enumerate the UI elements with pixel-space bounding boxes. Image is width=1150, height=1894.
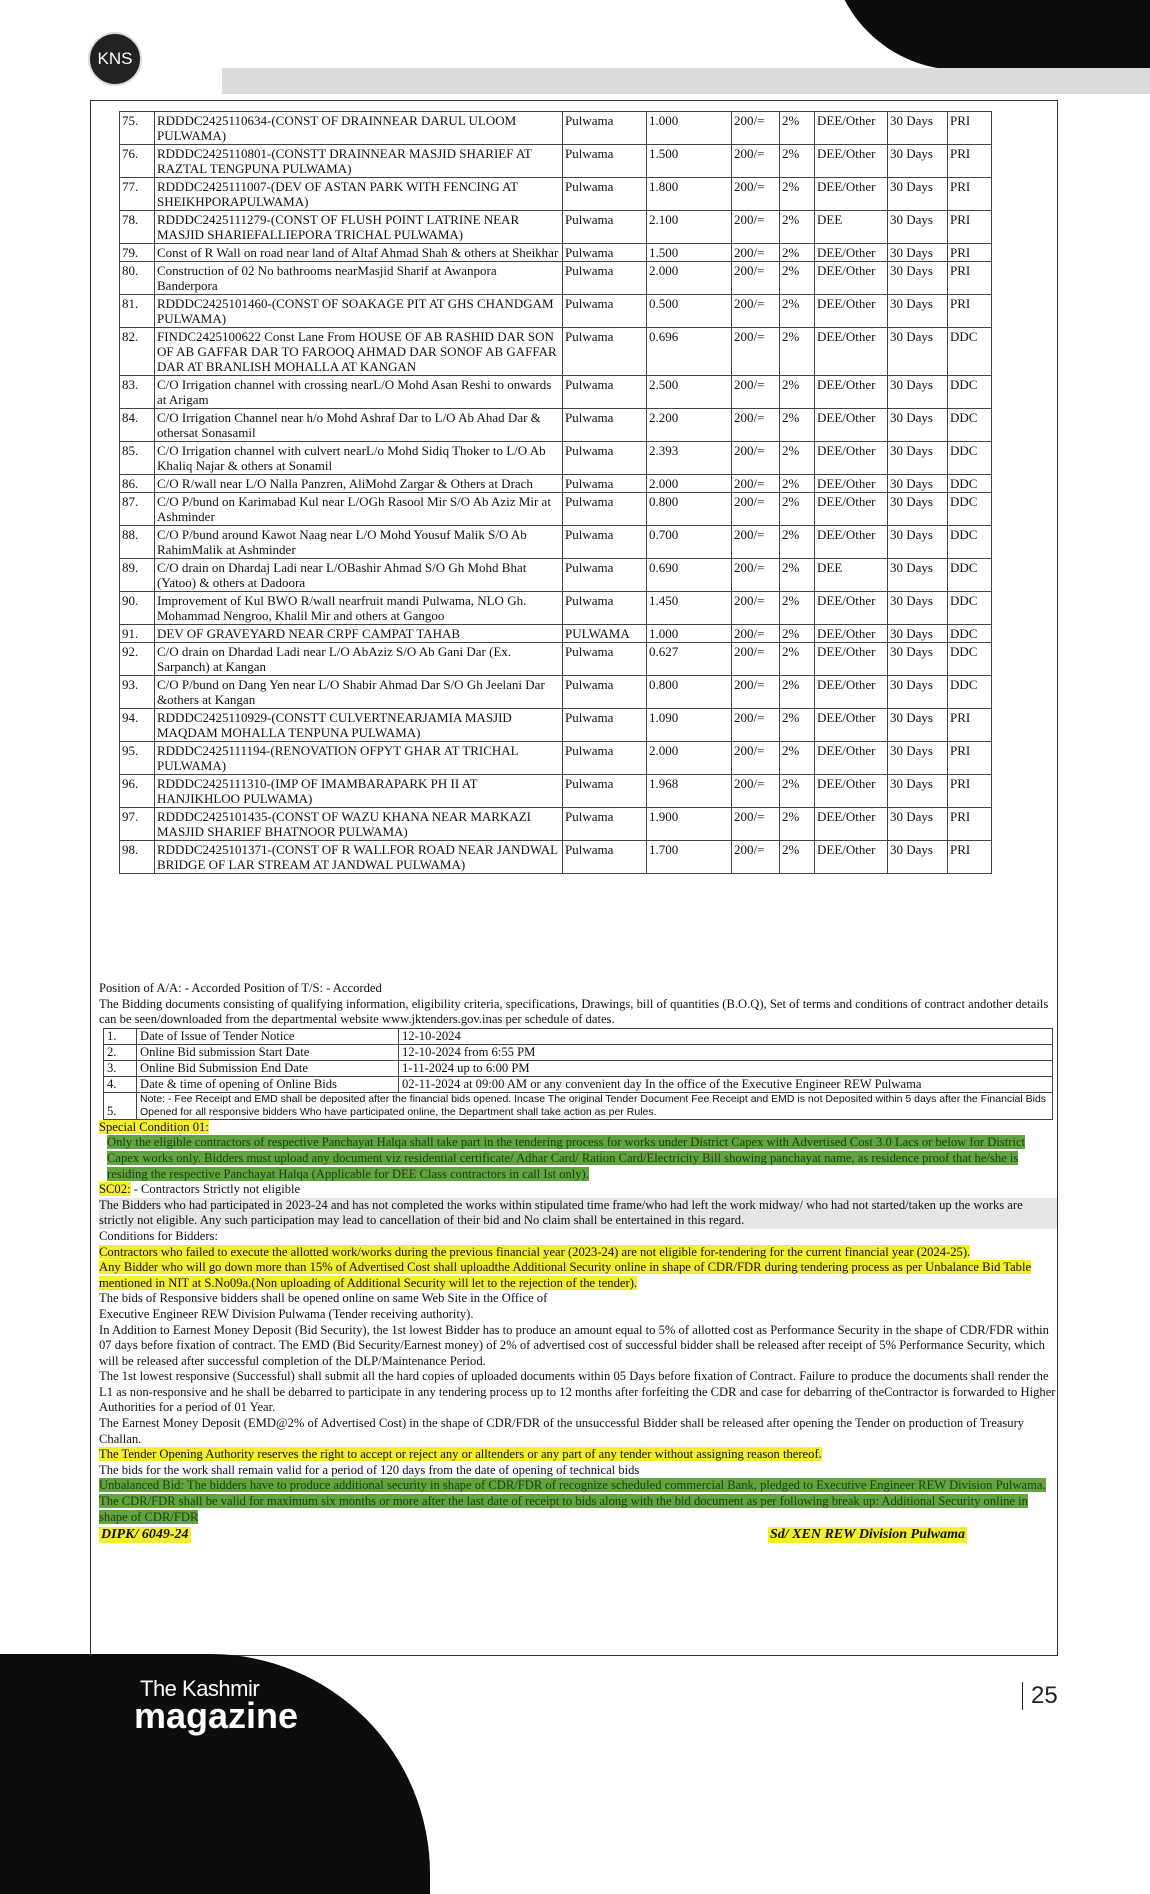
cell-desc: Construction of 02 No bathrooms nearMasjid Sharif at Awanpora Banderpora: [155, 262, 563, 295]
cell-no: 91.: [120, 625, 155, 643]
condition-emd: In Addition to Earnest Money Deposit (Bid Security), the 1st lowest Bidder has to produce an amount equal to 5% of allotted cost as Performance Security in the shape of CDR/FDR within 07 days before fixation of contract. The EMD (Bid Security/Earnest money) of 2% of advertised cost of successful bidder shall be released after receipt of 5% Performance Security, which will be released after successful completion of the DLP/Maintenance Period.: [99, 1322, 1049, 1368]
cell-src: PRI: [948, 775, 992, 808]
table-row: [120, 676, 992, 709]
cell-no: 84.: [120, 409, 155, 442]
cell-dist: Pulwama: [563, 178, 647, 211]
table-row: [120, 625, 992, 643]
cell-desc: Const of R Wall on road near land of Altaf Ahmad Shah & others at Sheikhar: [155, 244, 563, 262]
cell-days: 30 Days: [888, 526, 948, 559]
table-row: [120, 592, 992, 625]
cell-fee: 200/=: [732, 592, 780, 625]
cell-emd: 2%: [780, 625, 815, 643]
cell-emd: 2%: [780, 262, 815, 295]
cell-cls: DEE/Other: [815, 709, 888, 742]
cell-src: DDC: [948, 526, 992, 559]
cell-desc: DEV OF GRAVEYARD NEAR CRPF CAMPAT TAHAB: [155, 625, 563, 643]
schedule-n: 4.: [104, 1076, 137, 1092]
cell-emd: 2%: [780, 244, 815, 262]
cell-no: 81.: [120, 295, 155, 328]
cell-cost: 2.000: [647, 262, 732, 295]
cell-days: 30 Days: [888, 211, 948, 244]
cell-fee: 200/=: [732, 808, 780, 841]
cell-fee: 200/=: [732, 475, 780, 493]
cell-no: 97.: [120, 808, 155, 841]
cell-emd: 2%: [780, 676, 815, 709]
signature-line: [99, 1527, 1057, 1543]
cell-cost: 1.450: [647, 592, 732, 625]
cell-cls: DEE/Other: [815, 442, 888, 475]
cell-fee: 200/=: [732, 409, 780, 442]
condition-tender-authority: Executive Engineer REW Division Pulwama (Tender receiving authority).: [99, 1306, 474, 1321]
cell-days: 30 Days: [888, 328, 948, 376]
kns-logo: KNS: [88, 32, 142, 86]
cell-dist: PULWAMA: [563, 625, 647, 643]
cell-fee: 200/=: [732, 709, 780, 742]
tender-conditions: [99, 981, 1057, 1543]
cell-no: 94.: [120, 709, 155, 742]
cell-cost: 0.690: [647, 559, 732, 592]
cell-emd: 2%: [780, 643, 815, 676]
cell-desc: RDDDC2425111194-(RENOVATION OFPYT GHAR AT TRICHAL PULWAMA): [155, 742, 563, 775]
cell-dist: Pulwama: [563, 409, 647, 442]
cell-cost: 2.000: [647, 475, 732, 493]
cell-src: PRI: [948, 808, 992, 841]
cell-desc: RDDDC2425110929-(CONSTT CULVERTNEARJAMIA MASJID MAQDAM MOHALLA TENPUNA PULWAMA): [155, 709, 563, 742]
cell-cls: DEE: [815, 559, 888, 592]
schedule-v: 12-10-2024 from 6:55 PM: [399, 1044, 1053, 1060]
sc02-label: SC02:: [99, 1182, 131, 1197]
cell-desc: RDDDC2425101460-(CONST OF SOAKAGE PIT AT GHS CHANDGAM PULWAMA): [155, 295, 563, 328]
cell-dist: Pulwama: [563, 808, 647, 841]
schedule-k: Date & time of opening of Online Bids: [137, 1076, 399, 1092]
cell-cost: 2.393: [647, 442, 732, 475]
cell-src: DDC: [948, 376, 992, 409]
bidding-documents-text: The Bidding documents consisting of qualifying information, eligibility criteria, specifications, Drawings, bill of quantities (B.O.Q), Set of terms and conditions of contract andother details can be seen/downloaded from the departmental website www.jktenders.gov.inas per schedule of dates.: [99, 996, 1049, 1027]
cell-cls: DEE/Other: [815, 178, 888, 211]
cell-cost: 0.800: [647, 493, 732, 526]
condition-opening-authority: The Tender Opening Authority reserves the right to accept or reject any or alltenders or any part of any tender without assigning reason thereof.: [99, 1447, 822, 1462]
cell-dist: Pulwama: [563, 244, 647, 262]
cell-desc: C/O Irrigation channel with crossing nearL/O Mohd Asan Reshi to onwards at Arigam: [155, 376, 563, 409]
schedule-note-no: 5.: [104, 1092, 137, 1119]
cell-no: 87.: [120, 493, 155, 526]
cell-fee: 200/=: [732, 328, 780, 376]
page-number: 25: [1022, 1682, 1058, 1710]
cell-fee: 200/=: [732, 211, 780, 244]
cell-desc: C/O drain on Dhardaj Ladi near L/OBashir Ahmad S/O Gh Mohd Bhat (Yatoo) & others at Dadoora: [155, 559, 563, 592]
cell-days: 30 Days: [888, 742, 948, 775]
table-row: [120, 244, 992, 262]
schedule-n: 2.: [104, 1044, 137, 1060]
cell-fee: 200/=: [732, 493, 780, 526]
schedule-n: 1.: [104, 1028, 137, 1044]
schedule-k: Online Bid Submission End Date: [137, 1060, 399, 1076]
cell-desc: RDDDC2425110634-(CONST OF DRAINNEAR DARUL ULOOM PULWAMA): [155, 112, 563, 145]
cell-days: 30 Days: [888, 376, 948, 409]
schedule-row: [104, 1028, 1053, 1044]
cell-no: 90.: [120, 592, 155, 625]
position-line: Position of A/A: - Accorded Position of T/S: - Accorded: [99, 981, 382, 995]
cell-cost: 1.968: [647, 775, 732, 808]
cell-desc: C/O R/wall near L/O Nalla Panzren, AliMohd Zargar & Others at Drach: [155, 475, 563, 493]
cell-cost: 0.627: [647, 643, 732, 676]
cell-no: 96.: [120, 775, 155, 808]
sc02-detail: The Bidders who had participated in 2023-24 and has not completed the works within stipulated time frame/who had left the work midway/ who had not started/taken up the works are strictly not eligible. Any such participation may lead to cancellation of their bid and No claim shall be entertained in this regard.: [99, 1198, 1057, 1229]
cell-fee: 200/=: [732, 112, 780, 145]
cell-emd: 2%: [780, 376, 815, 409]
cell-fee: 200/=: [732, 676, 780, 709]
cell-cls: DEE/Other: [815, 376, 888, 409]
table-row: [120, 775, 992, 808]
cell-cls: DEE/Other: [815, 145, 888, 178]
cell-src: DDC: [948, 643, 992, 676]
schedule-v: 12-10-2024: [399, 1028, 1053, 1044]
cell-emd: 2%: [780, 559, 815, 592]
cell-no: 77.: [120, 178, 155, 211]
condition-bids-opened: The bids of Responsive bidders shall be opened online on same Web Site in the Office of: [99, 1291, 548, 1306]
corner-decoration-top: [830, 0, 1150, 70]
cell-fee: 200/=: [732, 526, 780, 559]
cell-emd: 2%: [780, 295, 815, 328]
sc02-text: - Contractors Strictly not eligible: [130, 1182, 301, 1197]
cell-dist: Pulwama: [563, 145, 647, 178]
cell-dist: Pulwama: [563, 709, 647, 742]
tender-works-table: [119, 111, 992, 874]
cell-cost: 1.500: [647, 244, 732, 262]
cell-emd: 2%: [780, 328, 815, 376]
cell-emd: 2%: [780, 178, 815, 211]
tender-notice-frame: [90, 100, 1058, 1656]
cell-fee: 200/=: [732, 295, 780, 328]
cell-cost: 2.000: [647, 742, 732, 775]
cell-desc: C/O P/bund around Kawot Naag near L/O Mohd Yousuf Malik S/O Ab RahimMalik at Ashminder: [155, 526, 563, 559]
cell-no: 78.: [120, 211, 155, 244]
cell-cls: DEE/Other: [815, 295, 888, 328]
cell-dist: Pulwama: [563, 211, 647, 244]
magazine-brand-line1: The Kashmir: [140, 1676, 260, 1701]
cell-no: 75.: [120, 112, 155, 145]
cell-desc: C/O P/bund on Karimabad Kul near L/OGh Rasool Mir S/O Ab Aziz Mir at Ashminder: [155, 493, 563, 526]
cell-fee: 200/=: [732, 376, 780, 409]
cell-cls: DEE/Other: [815, 742, 888, 775]
cell-fee: 200/=: [732, 775, 780, 808]
cell-dist: Pulwama: [563, 841, 647, 874]
schedule-k: Online Bid submission Start Date: [137, 1044, 399, 1060]
cell-cls: DEE/Other: [815, 625, 888, 643]
cell-no: 86.: [120, 475, 155, 493]
schedule-note-text: Note: - Fee Receipt and EMD shall be deposited after the financial bids opened. Incase The original Tender Document Fee Receipt and EMD is not Deposited within 5 days after the Financial Bids Opened for all responsive bidders Who have participated online, the Department shall take action as per Rules.: [137, 1092, 1053, 1119]
cell-desc: RDDDC2425110801-(CONSTT DRAINNEAR MASJID SHARIEF AT RAZTAL TENGPUNA PULWAMA): [155, 145, 563, 178]
cell-no: 83.: [120, 376, 155, 409]
cell-emd: 2%: [780, 808, 815, 841]
cell-emd: 2%: [780, 211, 815, 244]
cell-days: 30 Days: [888, 592, 948, 625]
cell-days: 30 Days: [888, 841, 948, 874]
cell-src: PRI: [948, 709, 992, 742]
schedule-row: [104, 1076, 1053, 1092]
cell-days: 30 Days: [888, 145, 948, 178]
special-condition-title: Special Condition 01:: [99, 1119, 209, 1134]
cell-dist: Pulwama: [563, 592, 647, 625]
cell-days: 30 Days: [888, 244, 948, 262]
schedule-note-row: [104, 1092, 1053, 1119]
condition-unbalanced-bid: Unbalanced Bid: The bidders have to produce additional security in shape of CDR/FDR of recognize scheduled commercial Bank, pledged to Executive Engineer REW Division Pulwama. The CDR/FDR shall be valid for maximum six months or more after the last date of receipt to bids along with the bid document as per following break up: Additional Security online in shape of CDR/FDR: [99, 1478, 1046, 1524]
cell-days: 30 Days: [888, 475, 948, 493]
cell-emd: 2%: [780, 409, 815, 442]
cell-src: PRI: [948, 295, 992, 328]
cell-cls: DEE/Other: [815, 775, 888, 808]
cell-fee: 200/=: [732, 643, 780, 676]
cell-days: 30 Days: [888, 808, 948, 841]
cell-src: PRI: [948, 112, 992, 145]
cell-desc: C/O Irrigation Channel near h/o Mohd Ashraf Dar to L/O Ab Ahad Dar & othersat Sonasamil: [155, 409, 563, 442]
cell-no: 92.: [120, 643, 155, 676]
cell-dist: Pulwama: [563, 376, 647, 409]
cell-emd: 2%: [780, 775, 815, 808]
cell-cost: 1.500: [647, 145, 732, 178]
cell-cost: 0.700: [647, 526, 732, 559]
cell-cost: 0.696: [647, 328, 732, 376]
cell-no: 79.: [120, 244, 155, 262]
cell-dist: Pulwama: [563, 643, 647, 676]
cell-src: PRI: [948, 262, 992, 295]
cell-src: DDC: [948, 475, 992, 493]
condition-previous-year: Contractors who failed to execute the allotted work/works during the previous financial year (2023-24) are not eligible for-tendering for the current financial year (2024-25).: [99, 1244, 971, 1259]
cell-fee: 200/=: [732, 244, 780, 262]
cell-fee: 200/=: [732, 841, 780, 874]
cell-cls: DEE/Other: [815, 262, 888, 295]
cell-src: DDC: [948, 328, 992, 376]
cell-emd: 2%: [780, 742, 815, 775]
cell-dist: Pulwama: [563, 493, 647, 526]
cell-dist: Pulwama: [563, 676, 647, 709]
cell-emd: 2%: [780, 592, 815, 625]
cell-cls: DEE/Other: [815, 592, 888, 625]
cell-emd: 2%: [780, 526, 815, 559]
cell-src: PRI: [948, 244, 992, 262]
cell-cost: 2.500: [647, 376, 732, 409]
cell-days: 30 Days: [888, 262, 948, 295]
cell-cost: 1.000: [647, 112, 732, 145]
cell-cost: 0.800: [647, 676, 732, 709]
cell-desc: RDDDC2425101435-(CONST OF WAZU KHANA NEAR MARKAZI MASJID SHARIEF BHATNOOR PULWAMA): [155, 808, 563, 841]
table-row: [120, 742, 992, 775]
cell-dist: Pulwama: [563, 775, 647, 808]
cell-dist: Pulwama: [563, 328, 647, 376]
cell-src: DDC: [948, 409, 992, 442]
cell-no: 95.: [120, 742, 155, 775]
table-row: [120, 376, 992, 409]
schedule-v: 02-11-2024 at 09:00 AM or any convenient day In the office of the Executive Engineer REW Pulwama: [399, 1076, 1053, 1092]
cell-desc: C/O P/bund on Dang Yen near L/O Shabir Ahmad Dar S/O Gh Jeelani Dar &others at Kangan: [155, 676, 563, 709]
cell-no: 88.: [120, 526, 155, 559]
cell-days: 30 Days: [888, 709, 948, 742]
cell-cls: DEE/Other: [815, 643, 888, 676]
table-row: [120, 145, 992, 178]
table-row: [120, 643, 992, 676]
cell-emd: 2%: [780, 709, 815, 742]
schedule-v: 1-11-2024 up to 6:00 PM: [399, 1060, 1053, 1076]
magazine-brand-line2: magazine: [134, 1695, 299, 1736]
cell-days: 30 Days: [888, 112, 948, 145]
table-row: [120, 493, 992, 526]
cell-no: 93.: [120, 676, 155, 709]
cell-cost: 1.090: [647, 709, 732, 742]
cell-cls: DEE/Other: [815, 112, 888, 145]
cell-src: PRI: [948, 742, 992, 775]
cell-desc: FINDC2425100622 Const Lane From HOUSE OF AB RASHID DAR SON OF AB GAFFAR DAR TO FAROOQ AHMAD DAR SONOF AB GAFFAR DAR AT BRANLISH MOHALLA AT KANGAN: [155, 328, 563, 376]
cell-fee: 200/=: [732, 262, 780, 295]
cell-days: 30 Days: [888, 676, 948, 709]
cell-no: 80.: [120, 262, 155, 295]
cell-no: 76.: [120, 145, 155, 178]
cell-desc: RDDDC2425111310-(IMP OF IMAMBARAPARK PH II AT HANJIKHLOO PULWAMA): [155, 775, 563, 808]
cell-desc: C/O Irrigation channel with culvert nearL/o Mohd Sidiq Thoker to L/O Ab Khaliq Najar & others at Sonamil: [155, 442, 563, 475]
cell-cost: 1.700: [647, 841, 732, 874]
schedule-of-dates-table: [103, 1028, 1053, 1120]
cell-desc: RDDDC2425111007-(DEV OF ASTAN PARK WITH FENCING AT SHEIKHPORAPULWAMA): [155, 178, 563, 211]
table-row: [120, 409, 992, 442]
cell-no: 85.: [120, 442, 155, 475]
cell-dist: Pulwama: [563, 112, 647, 145]
table-row: [120, 841, 992, 874]
cell-no: 98.: [120, 841, 155, 874]
cell-src: DDC: [948, 493, 992, 526]
table-row: [120, 178, 992, 211]
cell-fee: 200/=: [732, 178, 780, 211]
cell-desc: RDDDC2425101371-(CONST OF R WALLFOR ROAD NEAR JANDWAL BRIDGE OF LAR STREAM AT JANDWAL PULWAMA): [155, 841, 563, 874]
schedule-row: [104, 1060, 1053, 1076]
cell-cls: DEE/Other: [815, 841, 888, 874]
condition-emd-release: The Earnest Money Deposit (EMD@2% of Advertised Cost) in the shape of CDR/FDR of the unsuccessful Bidder shall be released after opening the Tender on production of Treasury Challan.: [99, 1416, 1025, 1446]
cell-cls: DEE/Other: [815, 475, 888, 493]
cell-cls: DEE/Other: [815, 409, 888, 442]
cell-emd: 2%: [780, 841, 815, 874]
table-row: [120, 328, 992, 376]
cell-src: DDC: [948, 559, 992, 592]
table-row: [120, 475, 992, 493]
cell-fee: 200/=: [732, 742, 780, 775]
cell-days: 30 Days: [888, 409, 948, 442]
cell-cost: 2.200: [647, 409, 732, 442]
cell-src: PRI: [948, 145, 992, 178]
cell-src: PRI: [948, 841, 992, 874]
cell-desc: Improvement of Kul BWO R/wall nearfruit mandi Pulwama, NLO Gh. Mohammad Nengroo, Khalil Mir and others at Gangoo: [155, 592, 563, 625]
cell-days: 30 Days: [888, 559, 948, 592]
cell-emd: 2%: [780, 475, 815, 493]
cell-dist: Pulwama: [563, 262, 647, 295]
table-row: [120, 262, 992, 295]
cell-src: PRI: [948, 211, 992, 244]
cell-cls: DEE/Other: [815, 808, 888, 841]
condition-additional-security: Any Bidder who will go down more than 15% of Advertised Cost shall uploadthe Additional Security online in shape of CDR/FDR during tendering process as per Unbalance Bid Table mentioned in NIT at S.No09a.(Non uploading of Additional Security will let to the rejection of the tender).: [99, 1260, 1032, 1290]
table-row: [120, 112, 992, 145]
cell-no: 89.: [120, 559, 155, 592]
cell-src: PRI: [948, 178, 992, 211]
cell-dist: Pulwama: [563, 559, 647, 592]
cell-days: 30 Days: [888, 442, 948, 475]
cell-no: 82.: [120, 328, 155, 376]
cell-emd: 2%: [780, 493, 815, 526]
special-condition-text: Only the eligible contractors of respective Panchayat Halqa shall take part in the tendering process for works under District Capex with Advertised Cost 3.0 Lacs or below for District Capex works only. Bidders must upload any document viz residential certificate/ Adhar Card/ Ration Card/Electricity Bill showing panchayat name, as residence proof that he/she is residing the respective Panchayat Halqa (Applicable for DEE Class contractors in call Ist only).: [107, 1135, 1026, 1181]
cell-days: 30 Days: [888, 625, 948, 643]
cell-cls: DEE/Other: [815, 493, 888, 526]
cell-cost: 0.500: [647, 295, 732, 328]
table-row: [120, 526, 992, 559]
conditions-title: Conditions for Bidders:: [99, 1228, 218, 1243]
cell-emd: 2%: [780, 145, 815, 178]
cell-fee: 200/=: [732, 559, 780, 592]
cell-fee: 200/=: [732, 625, 780, 643]
cell-days: 30 Days: [888, 775, 948, 808]
cell-src: DDC: [948, 625, 992, 643]
table-row: [120, 442, 992, 475]
cell-emd: 2%: [780, 442, 815, 475]
cell-dist: Pulwama: [563, 526, 647, 559]
cell-cls: DEE: [815, 211, 888, 244]
dipk-reference: DIPK/ 6049-24: [101, 1527, 189, 1543]
cell-days: 30 Days: [888, 493, 948, 526]
xen-signature: Sd/ XEN REW Division Pulwama: [769, 1527, 965, 1543]
cell-src: DDC: [948, 676, 992, 709]
cell-dist: Pulwama: [563, 742, 647, 775]
table-row: [120, 808, 992, 841]
cell-days: 30 Days: [888, 295, 948, 328]
cell-cls: DEE/Other: [815, 328, 888, 376]
cell-desc: C/O drain on Dhardad Ladi near L/O AbAziz S/O Ab Gani Dar (Ex. Sarpanch) at Kangan: [155, 643, 563, 676]
cell-cost: 1.800: [647, 178, 732, 211]
cell-cls: DEE/Other: [815, 676, 888, 709]
table-row: [120, 295, 992, 328]
table-row: [120, 709, 992, 742]
cell-src: DDC: [948, 442, 992, 475]
cell-cost: 2.100: [647, 211, 732, 244]
cell-days: 30 Days: [888, 178, 948, 211]
schedule-k: Date of Issue of Tender Notice: [137, 1028, 399, 1044]
cell-dist: Pulwama: [563, 295, 647, 328]
condition-validity: The bids for the work shall remain valid for a period of 120 days from the date of opening of technical bids: [99, 1462, 640, 1477]
schedule-n: 3.: [104, 1060, 137, 1076]
table-row: [120, 211, 992, 244]
cell-emd: 2%: [780, 112, 815, 145]
cell-dist: Pulwama: [563, 475, 647, 493]
cell-desc: RDDDC2425111279-(CONST OF FLUSH POINT LATRINE NEAR MASJID SHARIEFALLIEPORA TRICHAL PULWAMA): [155, 211, 563, 244]
schedule-row: [104, 1044, 1053, 1060]
cell-cost: 1.000: [647, 625, 732, 643]
condition-l1-documents: The 1st lowest responsive (Successful) shall submit all the hard copies of uploaded documents within 05 Days before fixation of Contract. Failure to produce the documents shall render the L1 as non-responsive and he shall be debarred to participate in any tendering process up to 12 months after forfeiting the CDR and case for debarring of theContractor is forwarded to Higher Authorities for a period of 01 Year.: [99, 1369, 1056, 1415]
cell-fee: 200/=: [732, 145, 780, 178]
cell-src: DDC: [948, 592, 992, 625]
cell-dist: Pulwama: [563, 442, 647, 475]
cell-cls: DEE/Other: [815, 526, 888, 559]
cell-days: 30 Days: [888, 643, 948, 676]
cell-cls: DEE/Other: [815, 244, 888, 262]
cell-cost: 1.900: [647, 808, 732, 841]
table-row: [120, 559, 992, 592]
cell-fee: 200/=: [732, 442, 780, 475]
header-gray-bar: [222, 68, 1150, 94]
